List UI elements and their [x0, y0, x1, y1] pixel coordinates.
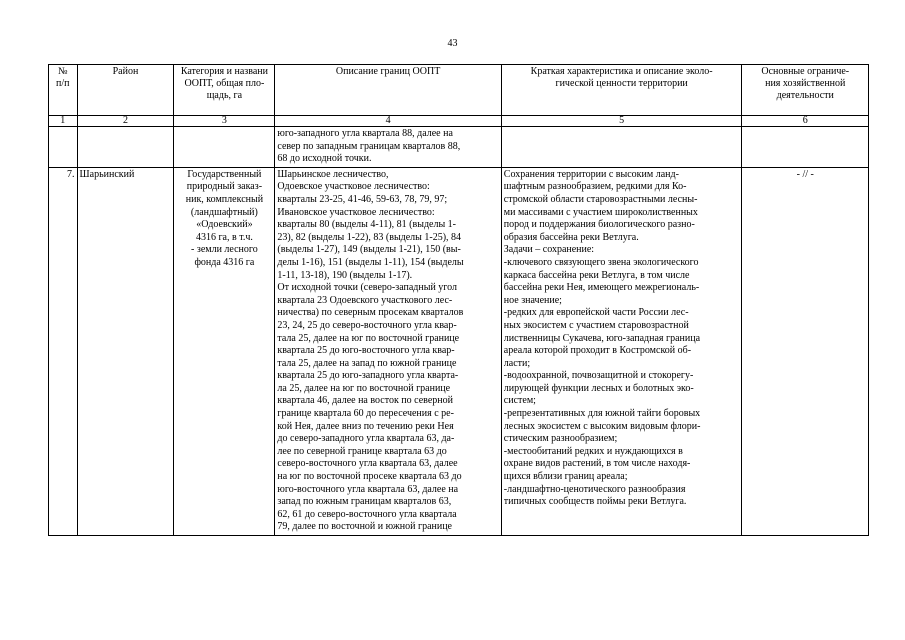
header-row [49, 65, 869, 116]
boundary-line: квартала 23 Одоевского участкового лес- [277, 294, 453, 306]
boundary-line: тала 25, далее на запад по южной границе [277, 357, 457, 369]
characteristic-line: -местообитаний редких и нуждающихся в [503, 445, 683, 457]
boundary-line: квартала 25 до юго-восточного угла квар- [277, 345, 455, 357]
district-cell: Шарьинский [77, 167, 174, 535]
category-line: фонда 4316 га [194, 256, 255, 268]
boundary-line: лее по северной границе квартала 63 до [277, 445, 447, 457]
category-line: 4316 га, в т.ч. [195, 231, 253, 243]
characteristic-line: лиственницы Сукачева, юго-западная граница [503, 332, 701, 344]
characteristic-line: -репрезентативных для южной тайги боровых [503, 408, 701, 420]
category-line: «Одоевский» [196, 219, 253, 231]
boundary-line: тала 25, далее на юг по восточной границе [277, 332, 460, 344]
header-characteristics: Краткая характеристика и описание эколо- гической ценности территории [501, 65, 742, 116]
boundary-line: кварталы 80 (выделы 4-11), 81 (выделы 1- [277, 219, 457, 231]
column-number: 1 [49, 116, 78, 127]
characteristic-line: образия бассейна реки Ветлуга. [503, 231, 639, 243]
boundary-line: до северо-западного угла квартала 63, да- [277, 433, 455, 445]
table-row [49, 167, 869, 535]
boundary-line: Шарьинское лесничество, [277, 168, 389, 180]
boundary-line: границе квартала 60 до пересечения с ре- [277, 408, 454, 420]
protected-areas-table [48, 64, 869, 536]
column-number: 2 [77, 116, 174, 127]
row-number: 7. [49, 167, 78, 535]
boundary-description-cell [275, 167, 501, 535]
characteristic-line: -ландшафтно-ценотического разнообразия [503, 483, 686, 495]
characteristic-line: -редких для европейской части России лес- [503, 307, 689, 319]
characteristic-line: ласти; [503, 357, 531, 369]
category-line: Государственный [187, 168, 262, 180]
boundary-line: От исходной точки (северо-западный угол [277, 282, 458, 294]
boundary-line: кой Нея, далее вниз по течению реки Нея [277, 420, 454, 432]
characteristic-line: -водоохранной, почвозащитной и стокорегу- [503, 370, 694, 382]
column-number: 5 [501, 116, 742, 127]
characteristic-line: ареала которой проходит в Костромской об- [503, 345, 692, 357]
boundary-line: 23, 24, 25 до северо-восточного угла квар- [277, 319, 457, 331]
characteristic-line: -ключевого связующего звена экологического [503, 256, 699, 268]
boundary-line: Одоевское участковое лесничество: [277, 181, 430, 193]
characteristic-line: лесных экосистем с высоким видовым флори- [503, 420, 701, 432]
boundary-line: 62, 61 до северо-восточного угла квартала [277, 508, 457, 520]
boundary-line: 1-11, 13-18), 190 (выделы 1-17). [277, 269, 413, 281]
boundary-line: северо-восточного угла квартала 63, далее [277, 458, 458, 470]
boundary-line: делы 1-16), 151 (выделы 1-11), 154 (выделы [277, 256, 464, 268]
characteristic-line: лирующей функции лесных и болотных эко- [503, 382, 694, 394]
characteristic-line: стическим разнообразием; [503, 433, 618, 445]
characteristic-line: систем; [503, 395, 536, 407]
characteristic-cell [501, 167, 742, 535]
boundary-line: юго-восточного угла квартала 63, далее на [277, 483, 459, 495]
characteristic-line: шафтным разнообразием, редкими для Ко- [503, 181, 687, 193]
boundary-line: на юг по восточной просеке квартала 63 до [277, 471, 462, 483]
header-restrictions: Основные ограниче- ния хозяйственной деятельности [742, 65, 869, 116]
characteristic-line: Задачи – сохранение: [503, 244, 595, 256]
characteristic-line: ное значение; [503, 294, 562, 306]
category-cell [174, 167, 275, 535]
column-number: 3 [174, 116, 275, 127]
boundary-line: 23), 82 (выделы 1-22), 83 (выделы 1-25), 84 [277, 231, 462, 243]
category-line: ник, комплексный [185, 193, 264, 205]
category-line: - земли лесного [191, 244, 258, 256]
header-boundaries: Описание границ ООПТ [275, 65, 501, 116]
boundary-line: ла 25, далее на юг по восточной границе [277, 382, 451, 394]
header-category: Категория и названи ООПТ, общая пло- щадь, га [174, 65, 275, 116]
characteristic-line: стромской области старовозрастными лесны- [503, 193, 698, 205]
column-number-row [49, 116, 869, 127]
characteristic-line: щихся вблизи границ ареала; [503, 471, 628, 483]
boundary-line: запад по южным границам кварталов 63, [277, 496, 452, 508]
characteristic-line: пород и поддержания биологического разно- [503, 219, 695, 231]
continuation-row [49, 127, 869, 168]
boundary-line: квартала 25 до юго-западного угла кварта- [277, 370, 459, 382]
boundary-line: квартала 46, далее на восток по северной [277, 395, 453, 407]
boundary-line: кварталы 23-25, 41-46, 59-63, 78, 79, 97; [277, 193, 448, 205]
category-line: природный заказ- [186, 181, 263, 193]
category-line: (ландшафтный) [190, 206, 258, 218]
boundary-line: (выделы 1-27), 149 (выделы 1-21), 150 (вы- [277, 244, 461, 256]
boundary-line: 79, далее по восточной и южной границе [277, 521, 452, 533]
characteristic-line: Сохранения территории с высоким ланд- [503, 168, 679, 180]
column-number: 6 [742, 116, 869, 127]
boundary-line: Ивановское участковое лесничество: [277, 206, 435, 218]
characteristic-line: охране видов растений, в том числе находя- [503, 458, 691, 470]
characteristic-line: ных экосистем с участием старовозрастной [503, 319, 689, 331]
header-number: № п/п [49, 65, 78, 116]
characteristic-line: типичных сообществ поймы реки Ветлуга. [503, 496, 687, 508]
characteristic-line: ми массивами с участием широколиственных [503, 206, 698, 218]
header-district: Район [77, 65, 174, 116]
page-number: 43 [447, 38, 458, 49]
continuation-boundary-cell: юго-западного угла квартала 88, далее на север по западным границам кварталов 88, 68 до исходной точки. [275, 127, 501, 168]
characteristic-line: каркаса бассейна реки Ветлуга, в том числе [503, 269, 690, 281]
column-number: 4 [275, 116, 501, 127]
characteristic-line: бассейна реки Нея, имеющего межрегиональ- [503, 282, 700, 294]
boundary-line: ничества) по северным просекам кварталов [277, 307, 464, 319]
restrictions-cell: - // - [742, 167, 869, 535]
